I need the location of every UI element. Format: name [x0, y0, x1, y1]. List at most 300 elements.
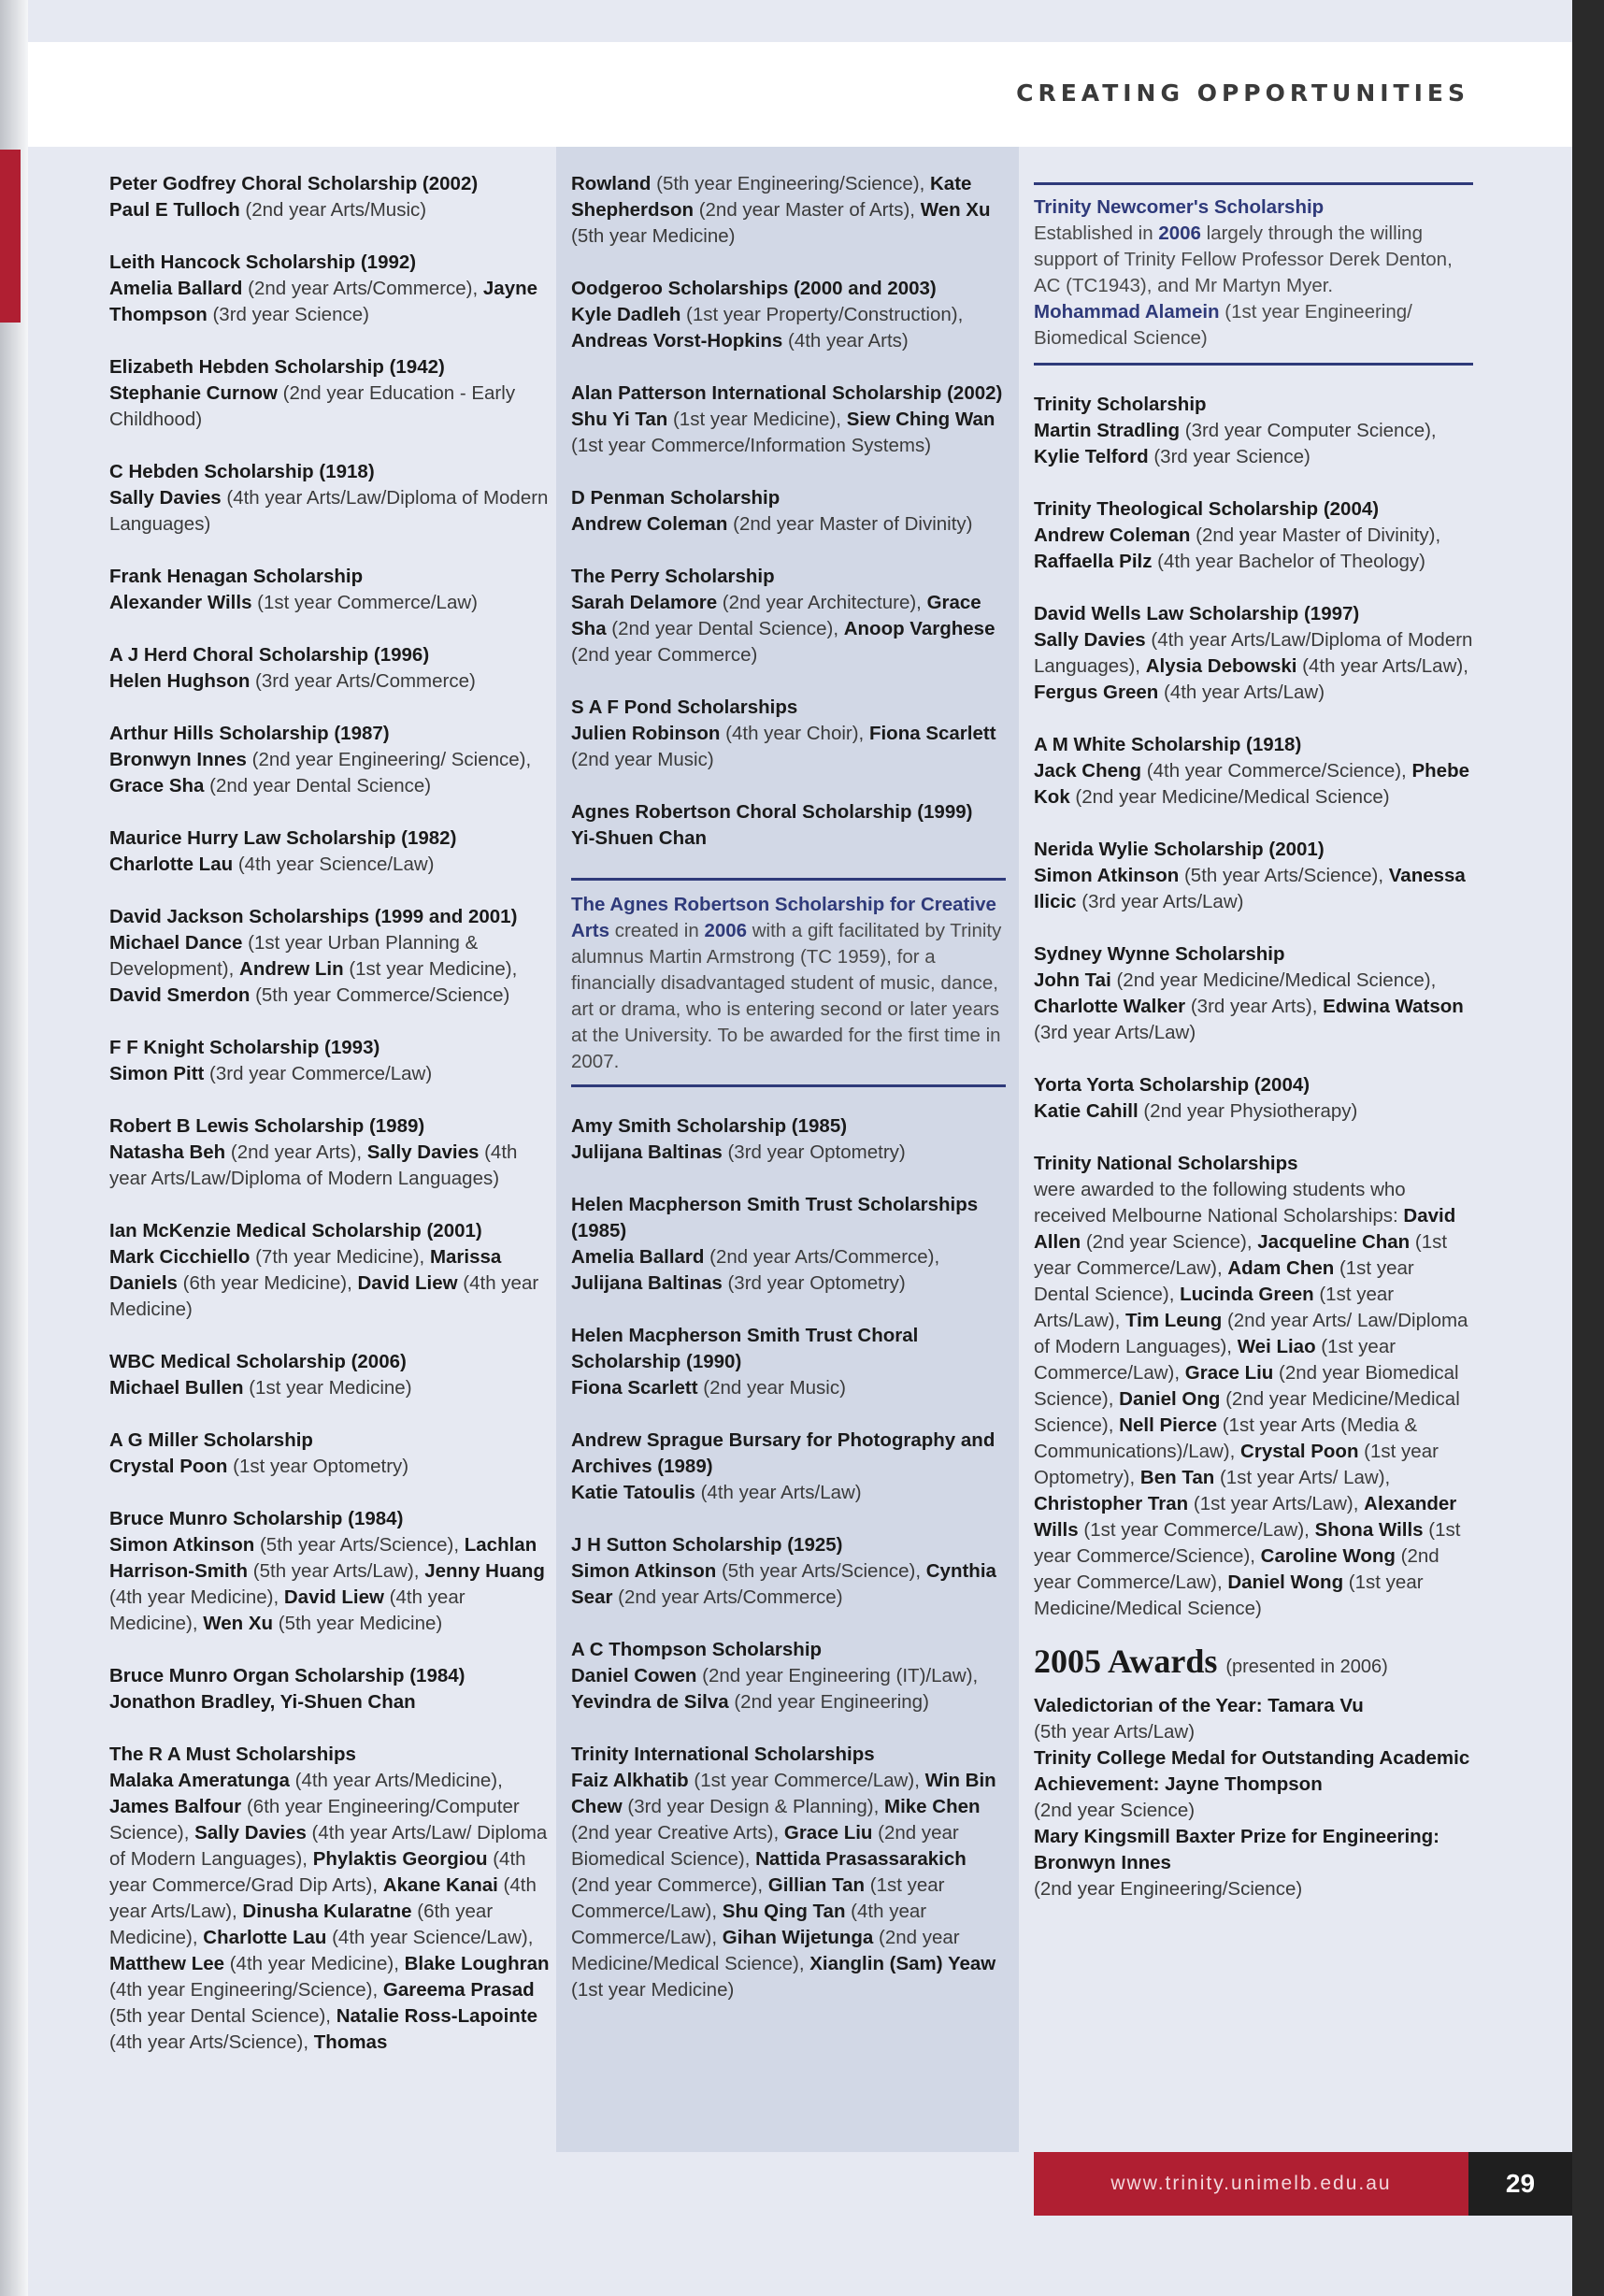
scholarship-entry	[1034, 1072, 1473, 1125]
scholarship-title: Trinity International Scholarships	[571, 1744, 875, 1765]
recipient-detail: (1st year Commerce/Information Systems)	[571, 435, 932, 456]
award-item	[1034, 1824, 1473, 1902]
recipient-detail: (2nd year Arts/Commerce),	[242, 278, 479, 299]
recipient-detail: (5th year Arts/Science),	[254, 1534, 460, 1556]
recipient-name: Simon Pitt	[109, 1063, 205, 1084]
recipient-name: Wen Xu	[203, 1613, 274, 1634]
scholarship-entry	[1034, 732, 1473, 811]
recipient-detail: (4th year Arts/Medicine),	[289, 1770, 503, 1791]
scholarship-entry	[109, 354, 556, 433]
recipient-name: Simon Atkinson	[571, 1560, 717, 1582]
recipient-detail: (5th year Medicine)	[571, 225, 736, 247]
scholarship-title: F F Knight Scholarship (1993)	[109, 1037, 380, 1058]
recipient-name: Nattida Prasassarakich	[755, 1848, 967, 1870]
scholarship-entry	[571, 1532, 1006, 1611]
recipient-detail: (4th year Bachelor of Theology)	[1152, 551, 1425, 572]
recipient-detail: (1st year Commerce/Law)	[251, 592, 478, 613]
recipient-name: Caroline Wong	[1260, 1545, 1396, 1567]
recipient-detail: (4th year Commerce/Science),	[1141, 760, 1407, 782]
scholarship-entry	[571, 1113, 1006, 1166]
recipient-detail: (1st year Commerce/Law),	[571, 1874, 945, 1922]
recipient-name: Charlotte Walker	[1034, 996, 1186, 1017]
recipient-name: Jayne Thompson	[109, 278, 538, 325]
scholarship-entry	[571, 799, 1006, 852]
recipients	[109, 590, 556, 616]
recipient-name: Sally Davies	[194, 1822, 307, 1844]
scholarship-entry	[109, 1218, 556, 1323]
recipient-name: Alexander Wills	[109, 592, 252, 613]
recipient-name: Andrew Coleman	[1034, 524, 1191, 546]
scholarship-title: The R A Must Scholarships	[109, 1744, 356, 1765]
awards-section	[1034, 1643, 1473, 1902]
recipient-name: Amelia Ballard	[571, 1246, 705, 1268]
recipients	[109, 1061, 556, 1087]
box-winner	[1034, 299, 1473, 352]
recipient-name: Jonathon Bradley, Yi-Shuen Chan	[109, 1691, 416, 1713]
scholarship-entry	[109, 1349, 556, 1401]
scholarship-entry	[109, 1742, 556, 2056]
scholarship-title: Amy Smith Scholarship (1985)	[571, 1115, 848, 1137]
recipient-detail: (4th year Arts/Law/ Diploma of Modern Languages),	[109, 1822, 548, 1870]
recipient-detail: (5th year Commerce/Science)	[250, 984, 510, 1006]
recipient-name: Gillian Tan	[767, 1874, 866, 1896]
recipient-detail: (4th year Arts)	[782, 330, 909, 352]
recipient-name: Vanessa Ilicic	[1034, 865, 1466, 912]
box-text: largely through the willing support of Trinity Fellow Professor Derek Denton, AC (TC1943), and Mr Martyn Myer.	[1034, 222, 1453, 296]
recipient-detail: (5th year Engineering/Science),	[651, 173, 925, 194]
recipient-name: David Liew	[357, 1272, 458, 1294]
recipients	[109, 1375, 556, 1401]
recipients	[571, 1768, 1006, 2003]
recipient-name: Charlotte Lau	[109, 854, 234, 875]
recipient-name: Andrew Coleman	[571, 513, 728, 535]
recipient-detail: (1st year Urban Planning & Development),	[109, 932, 479, 980]
recipient-name: Mike Chen	[884, 1796, 981, 1817]
recipient-detail: (2nd year Commerce)	[571, 644, 758, 666]
recipient-name: Fergus Green	[1034, 682, 1159, 703]
recipients	[1034, 863, 1473, 915]
recipient-name: Julien Robinson	[571, 723, 721, 744]
recipients	[109, 276, 556, 328]
recipient-detail: (6th year Medicine),	[177, 1272, 352, 1294]
recipient-name: Sally Davies	[366, 1141, 480, 1163]
recipient-detail: (2nd year Biomedical Science),	[571, 1822, 959, 1870]
recipient-detail: (1st year Arts/Law),	[1188, 1493, 1359, 1514]
scholarship-title: Robert B Lewis Scholarship (1989)	[109, 1115, 425, 1137]
recipient-detail: (2nd year Biomedical Science),	[1034, 1362, 1459, 1410]
scholarship-title: David Wells Law Scholarship (1997)	[1034, 603, 1360, 624]
recipient-detail: (3rd year Optometry)	[722, 1141, 906, 1163]
recipient-name: David Allen	[1034, 1205, 1456, 1253]
recipient-name: Grace Sha	[571, 592, 981, 639]
recipient-name: Julijana Baltinas	[571, 1272, 723, 1294]
recipient-detail: (2nd year Engineering)	[728, 1691, 929, 1713]
recipient-detail: (4th year Medicine),	[224, 1953, 399, 1974]
recipient-name: Shu Qing Tan	[722, 1901, 846, 1922]
recipient-name: Fiona Scarlett	[571, 1377, 698, 1399]
recipient-detail: (2nd year Engineering/ Science),	[246, 749, 532, 770]
recipient-detail: (3rd year Science)	[207, 304, 369, 325]
recipient-detail: (2nd year Dental Science),	[606, 618, 839, 639]
recipient-detail: (2nd year Medicine/Medical Science),	[1110, 969, 1437, 991]
recipients	[571, 721, 1006, 773]
recipient-detail: (2nd year Medicine/Medical Science)	[1069, 786, 1390, 808]
scholarship-title: Elizabeth Hebden Scholarship (1942)	[109, 356, 445, 378]
recipient-detail: (2nd year Education - Early Childhood)	[109, 382, 516, 430]
recipient-name: Anoop Varghese	[843, 618, 995, 639]
recipient-detail: (4th year Commerce/Grad Dip Arts),	[109, 1848, 526, 1896]
section-title: CREATING OPPORTUNITIES	[1016, 79, 1469, 107]
recipient-name: Phebe Kok	[1034, 760, 1469, 808]
recipient-name: Jenny Huang	[424, 1560, 545, 1582]
recipient-detail: (2nd year Arts/Music)	[239, 199, 427, 221]
recipients	[571, 302, 1006, 354]
recipient-detail: (6th year Engineering/Computer Science),	[109, 1796, 520, 1844]
recipient-detail: (4th year Choir),	[720, 723, 865, 744]
recipients	[571, 1244, 1006, 1297]
recipients	[1034, 627, 1473, 706]
recipient-detail: (3rd year Arts/Law)	[1076, 891, 1244, 912]
recipient-name: Xianglin (Sam) Yeaw	[809, 1953, 996, 1974]
recipients	[109, 747, 556, 799]
box-text: Established in	[1034, 222, 1159, 244]
scholarship-title: A J Herd Choral Scholarship (1996)	[109, 644, 430, 666]
recipient-detail: (4th year Arts/Law/Diploma of Modern Languages),	[1034, 629, 1473, 677]
footer-url[interactable]: www.trinity.unimelb.edu.au	[1110, 2173, 1392, 2194]
recipient-detail: (1st year Property/Construction),	[680, 304, 964, 325]
scholarship-title: Helen Macpherson Smith Trust Choral Scholarship (1990)	[571, 1325, 919, 1372]
recipient-name: Edwina Watson	[1323, 996, 1464, 1017]
scholarship-title: Trinity National Scholarships	[1034, 1153, 1298, 1174]
scholarship-entry	[571, 380, 1006, 459]
recipients	[109, 1454, 556, 1480]
recipient-detail: (4th year Medicine),	[109, 1586, 279, 1608]
recipient-name: Dinusha Kularatne	[242, 1901, 412, 1922]
recipient-detail: (2nd year Engineering (IT)/Law),	[696, 1665, 979, 1686]
recipient-detail: (4th year Medicine)	[109, 1272, 539, 1320]
award-item	[1034, 1693, 1473, 1745]
scholarship-title: A M White Scholarship (1918)	[1034, 734, 1302, 755]
scholarship-title: S A F Pond Scholarships	[571, 696, 798, 718]
newcomer-scholarship-box	[1034, 182, 1473, 366]
recipient-detail: (1st year Commerce/Science),	[1034, 1519, 1461, 1567]
scholarship-title: J H Sutton Scholarship (1925)	[571, 1534, 843, 1556]
recipient-name: Daniel Wong	[1227, 1571, 1344, 1593]
recipient-detail: (7th year Medicine),	[250, 1246, 425, 1268]
recipient-name: Sally Davies	[1034, 629, 1146, 651]
recipients	[1034, 758, 1473, 811]
award-detail: (5th year Arts/Law)	[1034, 1721, 1196, 1743]
recipient-name: Katie Tatoulis	[571, 1482, 695, 1503]
page-spine	[0, 0, 28, 2296]
recipient-name: Michael Dance	[109, 932, 243, 954]
recipients	[109, 1768, 556, 2056]
award-item	[1034, 1745, 1473, 1824]
recipient-detail: (2nd year Creative Arts),	[571, 1822, 780, 1844]
recipient-detail: (1st year Medicine/Medical Science)	[1034, 1571, 1424, 1619]
recipient-name: Kylie Telford	[1034, 446, 1149, 467]
recipients	[109, 485, 556, 538]
recipient-detail: (4th year Arts/Law/Diploma of Modern Languages)	[109, 487, 549, 535]
recipient-name: Andreas Vorst-Hopkins	[571, 330, 783, 352]
recipient-name: Alexander Wills	[1034, 1493, 1457, 1541]
recipient-detail: (1st year Medicine),	[343, 958, 518, 980]
recipient-detail: (1st year Dental Science),	[1034, 1257, 1414, 1305]
scholarship-title: A G Miller Scholarship	[109, 1429, 313, 1451]
column-middle	[571, 171, 1006, 2030]
red-tab	[0, 150, 21, 323]
scholarship-title: Oodgeroo Scholarships (2000 and 2003)	[571, 278, 937, 299]
recipient-name: Faiz Alkhatib	[571, 1770, 689, 1791]
scholarship-title: David Jackson Scholarships (1999 and 2001)	[109, 906, 518, 927]
recipient-detail: (3rd year Design & Planning),	[622, 1796, 880, 1817]
scholarship-entry	[571, 1323, 1006, 1401]
scholarship-entry	[109, 642, 556, 695]
recipient-name: Simon Atkinson	[1034, 865, 1180, 886]
recipient-name: Helen Hughson	[109, 670, 251, 692]
recipient-detail: (1st year Medicine)	[243, 1377, 412, 1399]
recipient-name: Simon Atkinson	[109, 1534, 255, 1556]
recipient-name: Jack Cheng	[1034, 760, 1142, 782]
scholarship-entry	[109, 825, 556, 878]
recipient-detail: (1st year Medicine)	[571, 1979, 735, 2001]
recipient-detail: (4th year Arts/Law),	[109, 1874, 537, 1922]
scholarship-entry	[1034, 496, 1473, 575]
recipients	[1034, 418, 1473, 470]
scholarship-title: The Perry Scholarship	[571, 566, 775, 587]
scholarship-title: Bruce Munro Scholarship (1984)	[109, 1508, 404, 1529]
recipient-name: Andrew Lin	[239, 958, 344, 980]
recipient-name: Akane Kanai	[382, 1874, 498, 1896]
box-text: created in	[609, 920, 705, 941]
recipient-detail: (4th year Engineering/Science),	[109, 1979, 379, 2001]
recipient-name: Natasha Beh	[109, 1141, 226, 1163]
recipient-name: Charlotte Lau	[203, 1927, 327, 1948]
recipient-detail: (4th year Science/Law)	[233, 854, 435, 875]
scholarship-title: Nerida Wylie Scholarship (2001)	[1034, 839, 1325, 860]
awards-heading-text: 2005 Awards	[1034, 1643, 1218, 1680]
recipient-name: Marissa Daniels	[109, 1246, 502, 1294]
recipient-name: Grace Sha	[109, 775, 205, 796]
awards-list	[1034, 1693, 1473, 1902]
awards-heading	[1034, 1643, 1473, 1680]
recipient-name: Stephanie Curnow	[109, 382, 278, 404]
recipient-detail: (4th year Arts/Law),	[1296, 655, 1468, 677]
recipient-detail: (5th year Dental Science),	[109, 2005, 332, 2027]
recipient-name: Kate Shepherdson	[571, 173, 972, 221]
recipient-name: Raffaella Pilz	[1034, 551, 1153, 572]
recipients	[1034, 523, 1473, 575]
recipient-detail: (3rd year Arts),	[1185, 996, 1318, 1017]
recipient-detail: (3rd year Arts/Commerce)	[250, 670, 476, 692]
recipients	[1034, 968, 1473, 1046]
winner-detail: (1st year Engineering/ Biomedical Science)	[1034, 301, 1412, 349]
recipient-name: Daniel Cowen	[571, 1665, 697, 1686]
scholarship-title: Leith Hancock Scholarship (1992)	[109, 251, 417, 273]
recipient-detail: (2nd year Medicine/Medical Science),	[571, 1927, 960, 1974]
scholarship-entry	[571, 1637, 1006, 1715]
recipient-name: Wen Xu	[920, 199, 991, 221]
recipient-name: Mark Cicchiello	[109, 1246, 251, 1268]
recipient-name: Tim Leung	[1124, 1310, 1223, 1331]
recipient-detail: (4th year Medicine),	[109, 1586, 465, 1634]
recipients	[109, 930, 556, 1009]
scholarship-title: Maurice Hurry Law Scholarship (1982)	[109, 827, 457, 849]
recipient-detail: (2nd year Arts/Commerce),	[704, 1246, 940, 1268]
recipients	[109, 1689, 556, 1715]
recipient-name: Matthew Lee	[109, 1953, 225, 1974]
scholarship-title: Agnes Robertson Choral Scholarship (1999)	[571, 801, 973, 823]
winner-name: Mohammad Alamein	[1034, 301, 1220, 323]
scholarship-entry	[1034, 1151, 1473, 1622]
scholarship-title: Yorta Yorta Scholarship (2004)	[1034, 1074, 1310, 1096]
recipient-name: Natalie Ross-Lapointe	[336, 2005, 538, 2027]
award-label: Valedictorian of the Year: Tamara Vu	[1034, 1695, 1364, 1716]
recipient-name: Thomas	[313, 2031, 388, 2053]
recipients	[571, 825, 1006, 852]
recipient-detail: (3rd year Science)	[1148, 446, 1310, 467]
recipient-detail: (4th year Arts/Law)	[1158, 682, 1325, 703]
recipient-detail: (2nd year Music)	[697, 1377, 846, 1399]
scholarship-entry	[109, 1428, 556, 1480]
scholarship-entry	[109, 171, 556, 223]
scholarship-entry	[1034, 837, 1473, 915]
recipient-detail: (1st year Commerce/Law),	[1078, 1519, 1310, 1541]
recipient-detail: (3rd year Arts/Law)	[1034, 1022, 1196, 1043]
recipient-detail: (5th year Arts/Science),	[1179, 865, 1384, 886]
recipients	[109, 852, 556, 878]
award-label: Trinity College Medal for Outstanding Academic Achievement: Jayne Thompson	[1034, 1747, 1470, 1795]
recipient-name: Malaka Ameratunga	[109, 1770, 290, 1791]
recipient-name: Lachlan Harrison-Smith	[109, 1534, 537, 1582]
scholarship-entry	[571, 171, 1006, 250]
recipient-name: Nell Pierce	[1119, 1414, 1218, 1436]
recipients	[109, 1244, 556, 1323]
recipients	[109, 1532, 556, 1637]
recipients	[571, 1663, 1006, 1715]
scholarship-entry	[109, 1663, 556, 1715]
recipient-detail: (1st year Arts/Law),	[1034, 1284, 1395, 1331]
page-number: 29	[1468, 2152, 1572, 2216]
recipient-detail: (3rd year Commerce/Law)	[204, 1063, 433, 1084]
recipient-name: Adam Chen	[1227, 1257, 1335, 1279]
award-label: Mary Kingsmill Baxter Prize for Engineering: Bronwyn Innes	[1034, 1826, 1440, 1873]
recipient-detail: (2nd year Commerce),	[571, 1874, 764, 1896]
recipient-detail: (1st year Arts (Media & Communications)/Law),	[1034, 1414, 1418, 1462]
scholarship-title: WBC Medical Scholarship (2006)	[109, 1351, 407, 1372]
recipient-detail: (4th year Commerce/Law),	[571, 1901, 927, 1948]
recipient-detail: (4th year Arts/Science),	[109, 2031, 309, 2053]
scholarship-entry	[571, 695, 1006, 773]
scholarship-entry	[571, 276, 1006, 354]
recipient-name: Crystal Poon	[1240, 1441, 1359, 1462]
recipient-detail: (2nd year Master of Divinity)	[727, 513, 973, 535]
scholarship-title: Andrew Sprague Bursary for Photography and Archives (1989)	[571, 1429, 995, 1477]
scholarship-entry	[109, 1113, 556, 1192]
recipient-detail: (4th year Arts/Law/Diploma of Modern Languages)	[109, 1141, 518, 1189]
recipient-detail: (2nd year Medicine/Medical Science),	[1034, 1388, 1460, 1436]
recipient-name: David Liew	[283, 1586, 384, 1608]
recipient-name: Cynthia Sear	[571, 1560, 996, 1608]
recipients	[571, 1140, 1006, 1166]
box-text: with a gift facilitated by Trinity alumnus Martin Armstrong (TC 1959), for a financially disadvantaged student of music, dance, art or drama, who is entering second or later years at the University. To be awarded for the first time in 2007.	[571, 920, 1002, 1072]
scholarship-entry	[1034, 392, 1473, 470]
recipient-name: David Smerdon	[109, 984, 251, 1006]
recipient-name: Gihan Wijetunga	[722, 1927, 874, 1948]
recipients	[571, 407, 1006, 459]
recipient-detail: (4th year Arts/Law)	[695, 1482, 862, 1503]
scholarship-entry	[571, 1742, 1006, 2003]
scholarship-entry	[109, 1506, 556, 1637]
recipient-detail: (2nd year Master of Divinity),	[1190, 524, 1441, 546]
award-detail: (2nd year Science)	[1034, 1800, 1196, 1821]
scholarship-title: Ian McKenzie Medical Scholarship (2001)	[109, 1220, 482, 1241]
column-right	[1034, 171, 1473, 1902]
agnes-robertson-box	[571, 878, 1006, 1087]
scholarship-entry	[109, 904, 556, 1009]
recipient-name: Rowland	[571, 173, 652, 194]
recipient-detail: (2nd year Physiotherapy)	[1138, 1100, 1358, 1122]
scholarship-entry	[109, 1035, 556, 1087]
scholarship-title: Sydney Wynne Scholarship	[1034, 943, 1285, 965]
scholarship-entry	[1034, 601, 1473, 706]
recipient-name: Jacqueline Chan	[1257, 1231, 1411, 1253]
recipient-detail: (2nd year Arts),	[225, 1141, 363, 1163]
box-highlight: The Agnes Robertson Scholarship for Creative Arts	[571, 894, 996, 941]
recipient-detail: (1st year Optometry),	[1034, 1441, 1439, 1488]
recipients	[571, 171, 1006, 250]
recipient-name: Martin Stradling	[1034, 420, 1181, 441]
recipient-name: Phylaktis Georgiou	[312, 1848, 488, 1870]
scholarship-title: Trinity Scholarship	[1034, 394, 1207, 415]
scholarship-entry	[109, 564, 556, 616]
recipient-detail: (2nd year Dental Science)	[204, 775, 432, 796]
scholarship-entry	[571, 564, 1006, 668]
scholarship-title: Frank Henagan Scholarship	[109, 566, 364, 587]
recipient-detail: (2nd year Science),	[1081, 1231, 1253, 1253]
recipient-name: Sally Davies	[109, 487, 222, 509]
recipient-name: Sarah Delamore	[571, 592, 718, 613]
recipient-name: Amelia Ballard	[109, 278, 243, 299]
recipient-detail: (1st year Arts/ Law),	[1214, 1467, 1391, 1488]
recipients	[571, 1375, 1006, 1401]
scholarship-title: Trinity Theological Scholarship (2004)	[1034, 498, 1380, 520]
recipients	[571, 511, 1006, 538]
scholarship-title: Peter Godfrey Choral Scholarship (2002)	[109, 173, 479, 194]
scholarship-title: A C Thompson Scholarship	[571, 1639, 823, 1660]
recipient-detail: (3rd year Optometry)	[722, 1272, 906, 1294]
scholarship-title: Arthur Hills Scholarship (1987)	[109, 723, 390, 744]
recipients	[571, 1558, 1006, 1611]
recipient-name: Blake Loughran	[404, 1953, 550, 1974]
scholarship-entry	[109, 721, 556, 799]
recipient-detail: (2nd year Master of Arts),	[694, 199, 915, 221]
recipients	[109, 668, 556, 695]
recipient-name: Grace Liu	[783, 1822, 873, 1844]
recipient-name: Wei Liao	[1237, 1336, 1316, 1357]
awards-subheading: (presented in 2006)	[1225, 1657, 1388, 1677]
recipient-detail: (2nd year Arts/ Law/Diploma of Modern Languages),	[1034, 1310, 1468, 1357]
recipient-name: Crystal Poon	[109, 1456, 228, 1477]
recipient-detail: (1st year Commerce/Law),	[1034, 1336, 1396, 1384]
recipient-detail: (4th year Science/Law),	[326, 1927, 534, 1948]
recipient-detail: (5th year Arts/Science),	[716, 1560, 922, 1582]
recipient-detail: (1st year Optometry)	[227, 1456, 409, 1477]
column-left	[109, 171, 556, 2082]
recipient-detail: (2nd year Arts/Commerce)	[612, 1586, 843, 1608]
recipient-name: Kyle Dadleh	[571, 304, 681, 325]
scholarship-title: C Hebden Scholarship (1918)	[109, 461, 375, 482]
